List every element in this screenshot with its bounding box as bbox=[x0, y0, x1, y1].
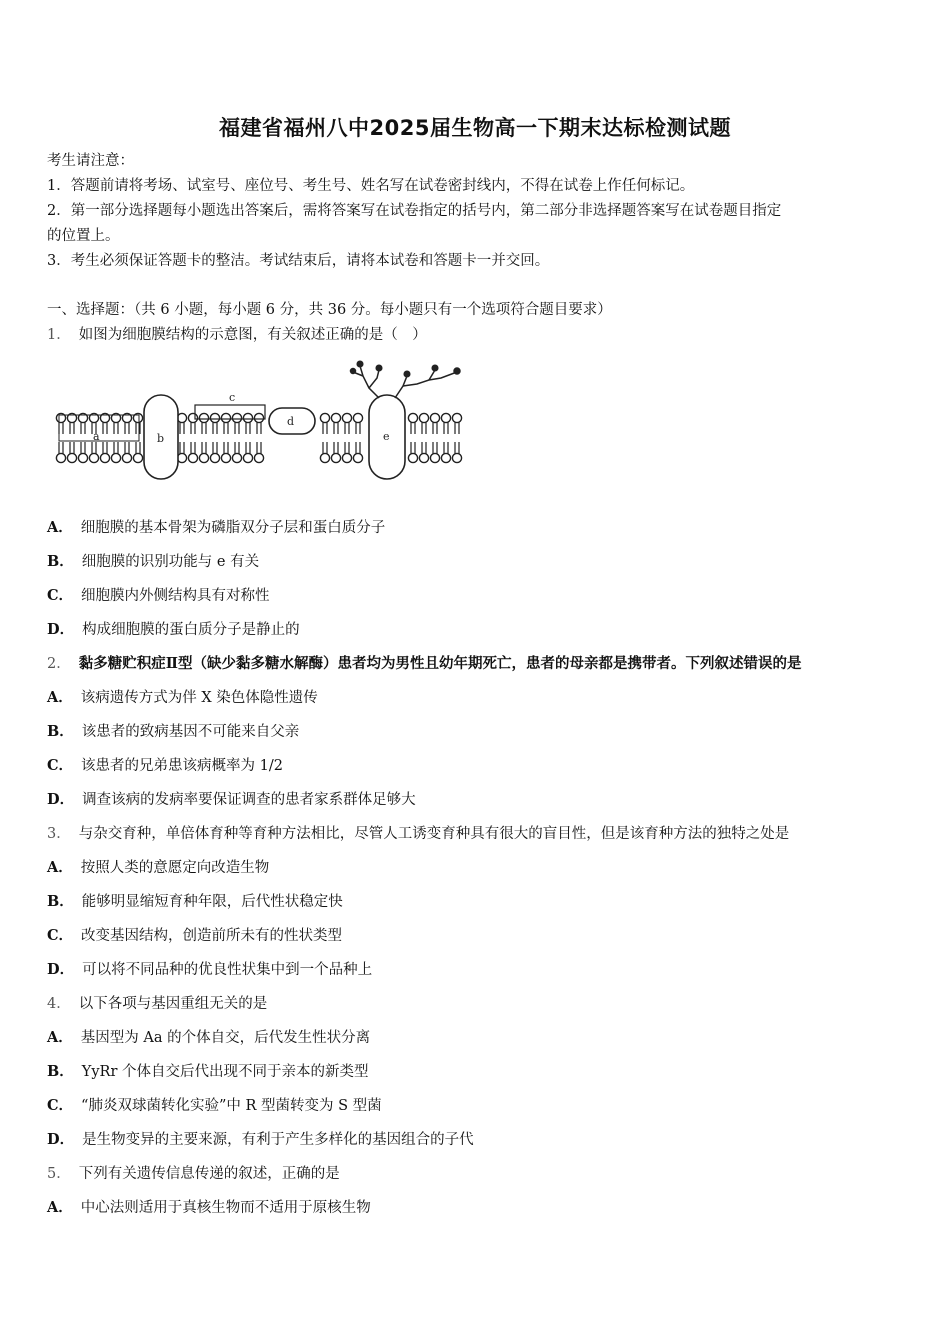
phospholipid-head bbox=[188, 413, 197, 422]
cell-membrane-diagram bbox=[47, 358, 467, 483]
phospholipid-head bbox=[221, 453, 230, 462]
label-a: a bbox=[93, 430, 100, 443]
phospholipid-head bbox=[221, 413, 230, 422]
phospholipid-head bbox=[353, 413, 362, 422]
question-number: 2． bbox=[47, 656, 71, 672]
phospholipid-head bbox=[188, 453, 197, 462]
phospholipid-head bbox=[210, 413, 219, 422]
phospholipid-head bbox=[408, 413, 417, 422]
phospholipid-head bbox=[419, 413, 428, 422]
phospholipid-head bbox=[342, 413, 351, 422]
label-e: e bbox=[383, 430, 390, 443]
notice-item-3: 3．考生必须保证答题卡的整洁。考试结束后，请将本试卷和答题卡一并交回。 bbox=[47, 253, 550, 269]
question-number: 1． bbox=[47, 327, 71, 343]
phospholipid-head bbox=[254, 413, 263, 422]
phospholipid-head bbox=[452, 413, 461, 422]
q4-option-c[interactable]: C． “肺炎双球菌转化实验”中 R 型菌转变为 S 型菌 bbox=[47, 1097, 382, 1114]
question-number: 3． bbox=[47, 826, 71, 842]
phospholipid-head bbox=[320, 413, 329, 422]
q1-option-c[interactable]: C． 细胞膜内外侧结构具有对称性 bbox=[47, 587, 270, 604]
notice-item-2-cont: 的位置上。 bbox=[47, 228, 120, 244]
question-text: 与杂交育种，单倍体育种等育种方法相比，尽管人工诱变育种具有很大的盲目性，但是该育种方法的独特之处是 bbox=[78, 826, 790, 842]
phospholipid-head bbox=[331, 413, 340, 422]
question-1 bbox=[47, 325, 427, 345]
phospholipid-head bbox=[56, 453, 65, 462]
phospholipid-head bbox=[243, 413, 252, 422]
question-5 bbox=[47, 1164, 340, 1184]
page-title: 福建省福州八中2025届生物高一下期末达标检测试题 bbox=[219, 116, 731, 140]
q4-option-a[interactable]: A． 基因型为 Aa 的个体自交，后代发生性状分离 bbox=[47, 1029, 371, 1046]
phospholipid-head bbox=[342, 453, 351, 462]
phospholipid-head bbox=[210, 453, 219, 462]
phospholipid-head bbox=[232, 413, 241, 422]
phospholipid-head bbox=[430, 453, 439, 462]
phospholipid-head bbox=[243, 453, 252, 462]
q3-option-d[interactable]: D． 可以将不同品种的优良性状集中到一个品种上 bbox=[47, 961, 373, 978]
phospholipid-head bbox=[419, 453, 428, 462]
phospholipid-head bbox=[133, 453, 142, 462]
q4-option-b[interactable]: B． YyRr 个体自交后代出现不同于亲本的新类型 bbox=[47, 1063, 369, 1080]
phospholipid-head bbox=[320, 453, 329, 462]
notice-item-2: 2．第一部分选择题每小题选出答案后，需将答案写在试卷指定的括号内，第二部分非选择题答案写在试卷题目指定 bbox=[47, 203, 782, 219]
question-number: 4． bbox=[47, 996, 71, 1012]
phospholipid-head bbox=[441, 413, 450, 422]
q2-option-b[interactable]: B． 该患者的致病基因不可能来自父亲 bbox=[47, 723, 300, 740]
q2-option-d[interactable]: D． 调查该病的发病率要保证调查的患者家系群体足够大 bbox=[47, 791, 416, 808]
section-heading: 一、选择题：（共 6 小题，每小题 6 分，共 36 分。每小题只有一个选项符合题目要求） bbox=[47, 302, 612, 318]
question-text: 以下各项与基因重组无关的是 bbox=[78, 996, 268, 1012]
phospholipid-head bbox=[122, 453, 131, 462]
question-text: 下列有关遗传信息传递的叙述，正确的是 bbox=[78, 1166, 340, 1182]
phospholipid-head bbox=[331, 453, 340, 462]
q2-option-a[interactable]: A． 该病遗传方式为伴 X 染色体隐性遗传 bbox=[47, 689, 318, 706]
question-3 bbox=[47, 824, 789, 844]
q2-option-c[interactable]: C． 该患者的兄弟患该病概率为 1/2 bbox=[47, 757, 283, 774]
question-text: 如图为细胞膜结构的示意图，有关叙述正确的是（ ） bbox=[78, 327, 427, 343]
q1-option-b[interactable]: B． 细胞膜的识别功能与 e 有关 bbox=[47, 553, 260, 570]
phospholipid-head bbox=[232, 453, 241, 462]
phospholipid-head bbox=[78, 453, 87, 462]
q4-option-d[interactable]: D． 是生物变异的主要来源，有利于产生多样化的基因组合的子代 bbox=[47, 1131, 474, 1148]
q3-option-a[interactable]: A． 按照人类的意愿定向改造生物 bbox=[47, 859, 270, 876]
phospholipid-head bbox=[408, 453, 417, 462]
question-number: 5． bbox=[47, 1166, 71, 1182]
phospholipid-head bbox=[452, 453, 461, 462]
q1-option-d[interactable]: D． 构成细胞膜的蛋白质分子是静止的 bbox=[47, 621, 300, 638]
phospholipid-head bbox=[89, 453, 98, 462]
phospholipid-head bbox=[199, 413, 208, 422]
phospholipid-head bbox=[254, 453, 263, 462]
question-4 bbox=[47, 994, 267, 1014]
phospholipid-head bbox=[353, 453, 362, 462]
phospholipid-head bbox=[67, 453, 76, 462]
phospholipid-head bbox=[100, 453, 109, 462]
question-2 bbox=[47, 654, 801, 674]
q3-option-b[interactable]: B． 能够明显缩短育种年限，后代性状稳定快 bbox=[47, 893, 343, 910]
label-c: c bbox=[229, 391, 236, 404]
q5-option-a[interactable]: A． 中心法则适用于真核生物而不适用于原核生物 bbox=[47, 1199, 371, 1216]
q1-option-a[interactable]: A． 细胞膜的基本骨架为磷脂双分子层和蛋白质分子 bbox=[47, 519, 386, 536]
q3-option-c[interactable]: C． 改变基因结构，创造前所未有的性状类型 bbox=[47, 927, 343, 944]
phospholipid-head bbox=[111, 453, 120, 462]
question-text: 黏多糖贮积症Ⅱ型（缺少黏多糖水解酶）患者均为男性且幼年期死亡，患者的母亲都是携带者。下列叙述错误的是 bbox=[78, 655, 802, 672]
notice-item-1: 1．答题前请将考场、试室号、座位号、考生号、姓名写在试卷密封线内，不得在试卷上作任何标记。 bbox=[47, 178, 695, 194]
phospholipid-head bbox=[430, 413, 439, 422]
glycoprotein-chains bbox=[351, 361, 461, 398]
label-b: b bbox=[157, 432, 165, 445]
phospholipid-head bbox=[441, 453, 450, 462]
label-d: d bbox=[287, 415, 295, 428]
phospholipid-head bbox=[199, 453, 208, 462]
notice-heading: 考生请注意： bbox=[47, 153, 134, 169]
